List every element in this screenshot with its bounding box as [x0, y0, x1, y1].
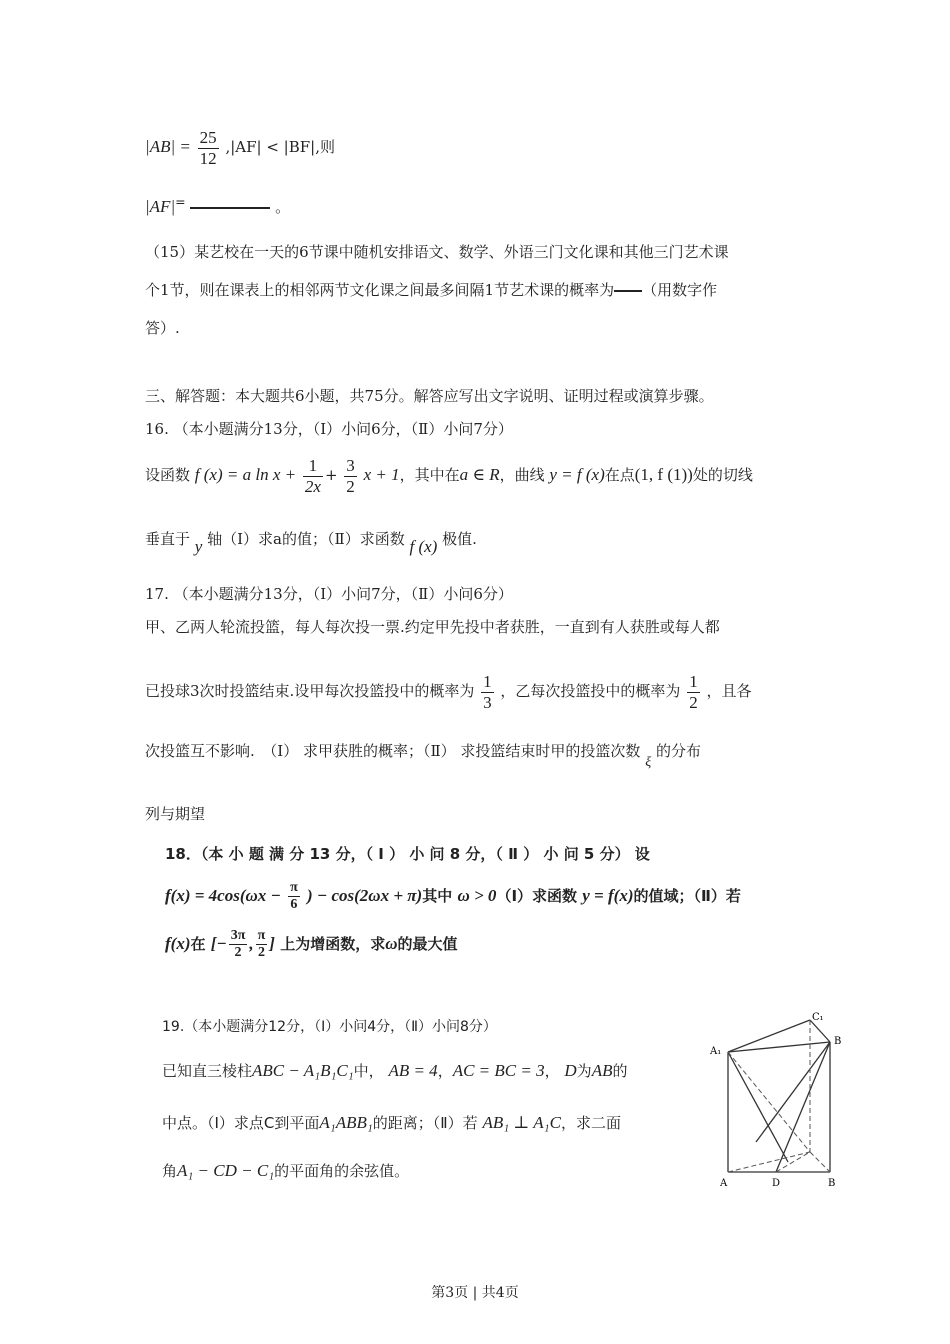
section-heading: 三、解答题：本大题共6小题，共75分。解答应写出文字说明、证明过程或演算步骤。 [145, 387, 714, 405]
ab-fraction: $\frac{25}{12}$ [199, 128, 217, 168]
q16-line1: 设函数 f (x) = a ln x + $\frac{1}{2x}$ + $\frac{3}{2}$ x + 1，其中在a ∈ R，曲线 y = f (x)在点(1, f (1))处的切线 [145, 456, 753, 496]
q19-line3: 角A₁ − CD − C₁的平面角的余弦值。 [162, 1161, 410, 1180]
answer-blank [614, 290, 642, 292]
label-d: D [772, 1178, 781, 1189]
q17-line2: 已投球3次时投篮结束.设甲每次投篮投中的概率为 $\frac{1}{3}$ ，乙每次投篮投中的概率为 $\frac{1}{2}$ ，且各 [145, 672, 752, 712]
prob-1-over-3: $\frac{1}{3}$ [483, 672, 492, 712]
label-b: B [828, 1178, 836, 1189]
q14-line1: |AB| = $\frac{25}{12}$ ,|AF| < |BF|,则 [145, 128, 335, 168]
q19-line1: 已知直三棱柱ABC − A₁B₁C₁中， AB = 4，AC = BC = 3， D为AB的 [162, 1061, 628, 1080]
fraction-3-over-2: $\frac{3}{2}$ [346, 456, 355, 496]
q16-header: 16. （本小题满分13分，（Ⅰ）小问6分，（Ⅱ）小问7分） [145, 420, 513, 438]
answer-blank [190, 207, 270, 209]
q18-line2: f(x) = 4cos(ωx − $\frac{\pi}{6}$ ) − cos(2ωx + π)其中 ω > 0（Ⅰ）求函数 y = f(x)的值域；（Ⅱ）若 [165, 880, 741, 913]
q18-line3: f(x)在 [− $\frac{3\pi}{2}$ , $\frac{\pi}{2}$ ] 上为增函数，求ω的最大值 [165, 928, 458, 961]
label-b1: B [834, 1036, 842, 1047]
pi-over-6: $\frac{\pi}{6}$ [290, 880, 298, 913]
label-a: A [720, 1178, 728, 1189]
prism-figure [706, 1012, 856, 1192]
page-footer: 第3页 | 共4页 [431, 1285, 519, 1301]
q14-line2: |AF|= 。 [145, 194, 291, 216]
q18-header: 18．（本 小 题 满 分 13 分，（ Ⅰ ） 小 问 8 分，（ Ⅱ ） 小 问 5 分） 设 [165, 845, 650, 863]
fraction-1-over-2x: $\frac{1}{2x}$ [304, 456, 321, 496]
q15-line2: 个1节，则在课表上的相邻两节文化课之间最多间隔1节艺术课的概率为 （用数字作 [145, 281, 718, 299]
q16-line2: 垂直于 y 轴（Ⅰ）求a的值；（Ⅱ）求函数 f (x) 极值. [145, 530, 477, 556]
interval-right: $\frac{\pi}{2}$ [257, 928, 266, 961]
q14-condition: ,|AF| < |BF|,则 [225, 138, 335, 157]
q19-line2: 中点。（Ⅰ）求点C到平面A₁ABB₁的距离；（Ⅱ）若 AB₁ ⊥ A₁C，求二面 [162, 1113, 621, 1132]
q19-header: 19.（本小题满分12分，（Ⅰ）小问4分，（Ⅱ）小问8分） [162, 1019, 497, 1035]
interval-left: $\frac{3\pi}{2}$ [230, 928, 246, 961]
q17-header: 17. （本小题满分13分，（Ⅰ）小问7分，（Ⅱ）小问6分） [145, 585, 513, 603]
q17-line3: 次投篮互不影响. （Ⅰ） 求甲获胜的概率；（Ⅱ） 求投篮结束时甲的投篮次数 ξ 的分布 [145, 742, 702, 770]
label-c1: C₁ [812, 1012, 824, 1023]
q17-line4: 列与期望 [145, 805, 206, 823]
q15-line1: （15）某艺校在一天的6节课中随机安排语文、数学、外语三门文化课和其他三门艺术课 [145, 243, 729, 261]
prob-1-over-2: $\frac{1}{2}$ [689, 672, 698, 712]
label-a1: A₁ [710, 1046, 722, 1057]
q15-line3: 答）. [145, 319, 180, 337]
q17-line1: 甲、乙两人轮流投篮，每人每次投一票.约定甲先投中者获胜，一直到有人获胜或每人都 [145, 618, 720, 636]
